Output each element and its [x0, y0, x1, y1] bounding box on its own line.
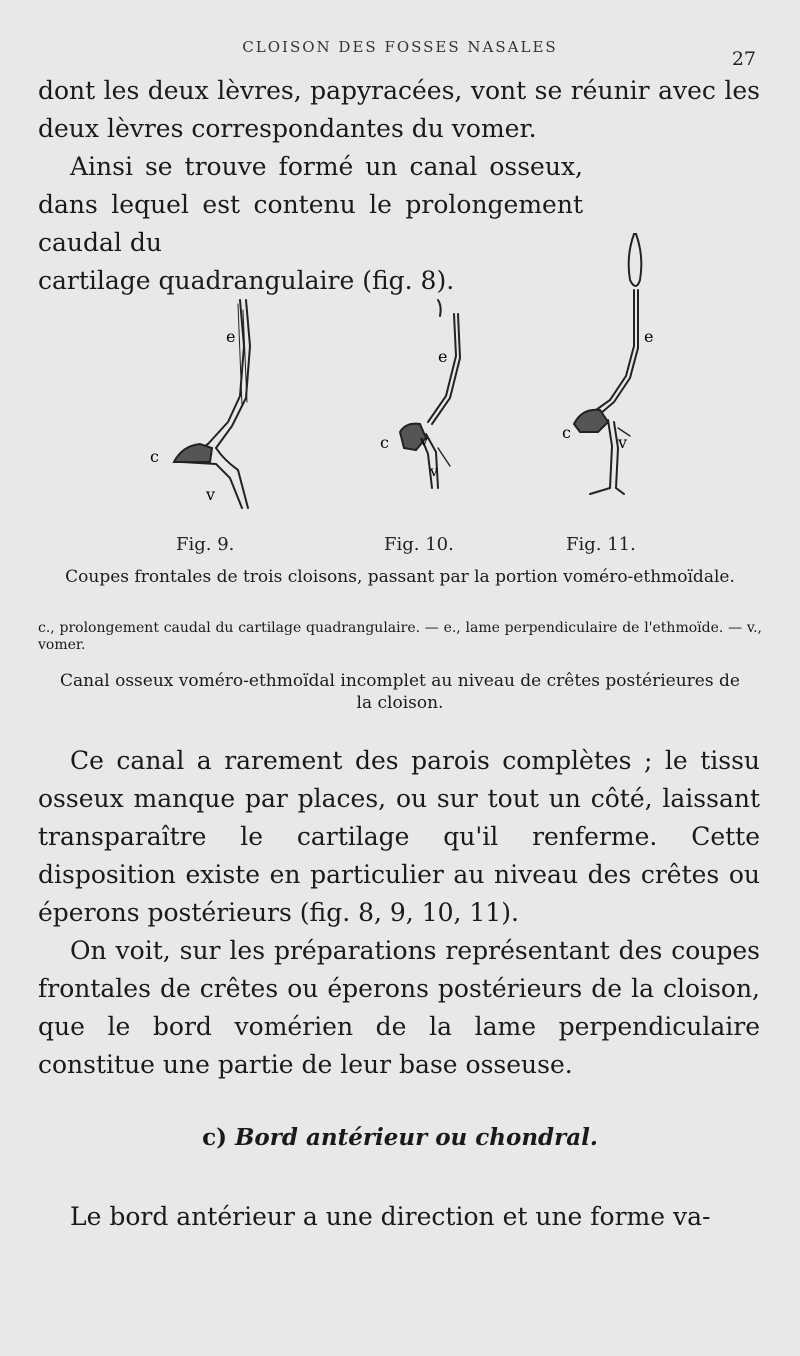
- section-title: Bord antérieur ou chondral.: [234, 1124, 598, 1151]
- label-e-fig9: e: [226, 327, 236, 346]
- figure-10-drawing: [420, 300, 460, 488]
- figure-caption: Coupes frontales de trois cloisons, passant par la portion voméro-ethmoïdale.: [65, 567, 735, 587]
- paragraph-2-text-end: cartilage quadrangulaire (fig. 8).: [38, 266, 455, 295]
- label-e-fig10: e: [438, 347, 448, 366]
- figure-11-label: Fig. 11.: [566, 534, 636, 555]
- label-v-fig11: v: [618, 433, 628, 452]
- figures-9-10-11: [120, 226, 680, 526]
- label-v-fig9: v: [206, 485, 216, 504]
- label-v2-fig10: v: [430, 464, 438, 480]
- label-c-fig10: c: [380, 433, 389, 452]
- running-title: CLOISON DES FOSSES NASALES: [242, 38, 558, 56]
- page-number: 27: [731, 48, 756, 70]
- label-c-fig9: c: [150, 447, 159, 466]
- paragraph-3: Ce canal a rarement des parois complètes ; le tissu osseux manque par places, ou sur tout un côté, laissant transparaître le cartilage qu'il renferme. Cette disposition existe en particulier au niveau des crêtes ou éperons postérieurs (fig. 8, 9, 10, 11).: [38, 746, 760, 927]
- label-c-fig11: c: [562, 423, 571, 442]
- figure-11-drawing: [590, 234, 641, 494]
- label-e-fig11: e: [644, 327, 654, 346]
- figure-legend: c., prolongement caudal du cartilage quadrangulaire. — e., lame perpendiculaire de l'ethmoïde. — v., vomer.: [38, 620, 762, 653]
- figure-9-drawing: [182, 300, 250, 508]
- section-marker: c): [202, 1124, 227, 1151]
- paragraph-5: Le bord antérieur a une direction et une forme va-: [70, 1202, 711, 1231]
- paragraph-2-text: Ainsi se trouve formé un canal osseux, dans lequel est contenu le prolongement caudal du: [38, 152, 583, 257]
- figure-subcaption: Canal osseux voméro-ethmoïdal incomplet au niveau de crêtes postérieures de la cloison.: [60, 671, 740, 713]
- figure-9-label: Fig. 9.: [176, 534, 235, 555]
- figure-9-cartilage: [174, 444, 212, 462]
- figure-11-cartilage: [574, 410, 608, 432]
- paragraph-4: On voit, sur les préparations représentant des coupes frontales de crêtes ou éperons postérieurs de la cloison, que le bord vomérien de la lame perpendiculaire constitue une partie de leur base osseuse.: [38, 936, 760, 1079]
- paragraph-1: dont les deux lèvres, papyracées, vont se réunir avec les deux lèvres correspondantes du vomer.: [38, 76, 760, 143]
- section-heading: [0, 1124, 800, 1151]
- label-v-fig10: v: [420, 434, 428, 450]
- figure-10-label: Fig. 10.: [384, 534, 454, 555]
